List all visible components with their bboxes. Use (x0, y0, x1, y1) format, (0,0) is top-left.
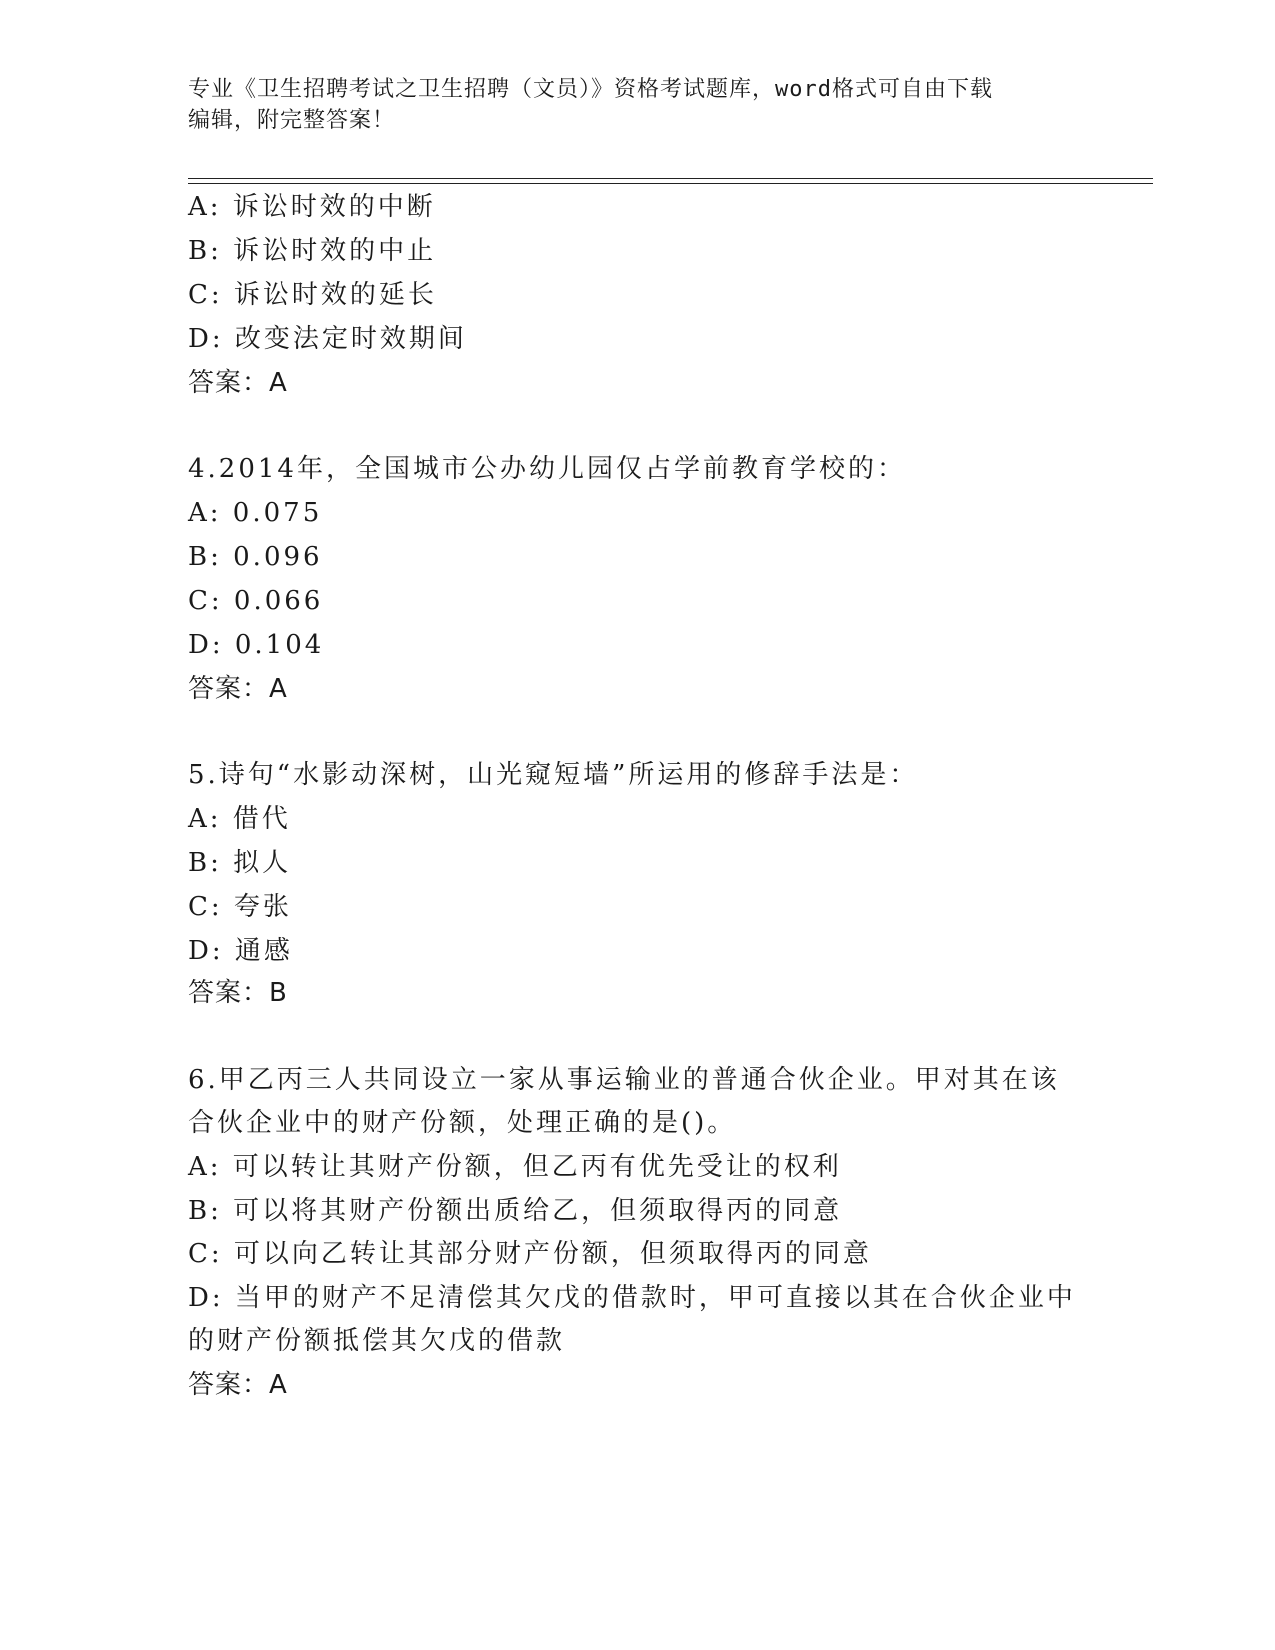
q3-answer: 答案：A (188, 368, 288, 398)
header-line-2: 编辑，附完整答案！ (188, 108, 396, 133)
header-divider (188, 178, 1153, 184)
q5-option-c: C: 夸张 (188, 892, 292, 922)
q6-question-line-2: 合伙企业中的财产份额，处理正确的是()。 (188, 1108, 737, 1138)
q4-option-b: B: 0.096 (188, 542, 323, 572)
q3-option-b: B: 诉讼时效的中止 (188, 236, 437, 266)
q5-option-a: A: 借代 (188, 804, 291, 834)
q4-question: 4.2014年，全国城市公办幼儿园仅占学前教育学校的： (188, 454, 906, 484)
q5-option-d: D: 通感 (188, 936, 293, 966)
q3-option-c: C: 诉讼时效的延长 (188, 280, 437, 310)
q6-option-b: B: 可以将其财产份额出质给乙，但须取得丙的同意 (188, 1196, 843, 1226)
q4-option-a: A: 0.075 (188, 498, 323, 528)
q6-option-c: C: 可以向乙转让其部分财产份额，但须取得丙的同意 (188, 1239, 872, 1269)
q4-answer: 答案：A (188, 674, 288, 704)
q4-option-c: C: 0.066 (188, 586, 324, 616)
header-line-1: 专业《卫生招聘考试之卫生招聘（文员）》资格考试题库，word格式可自由下载 (188, 77, 993, 102)
document-header (188, 74, 1088, 136)
q6-option-a: A: 可以转让其财产份额，但乙丙有优先受让的权利 (188, 1152, 842, 1182)
q3-option-d: D: 改变法定时效期间 (188, 324, 467, 354)
q5-answer: 答案：B (188, 978, 288, 1008)
q3-option-a: A: 诉讼时效的中断 (188, 192, 436, 222)
q6-question-line-1: 6.甲乙丙三人共同设立一家从事运输业的普通合伙企业。甲对其在该 (188, 1065, 1060, 1095)
q4-option-d: D: 0.104 (188, 630, 325, 660)
q5-option-b: B: 拟人 (188, 848, 292, 878)
q6-option-d-line-1: D: 当甲的财产不足清偿其欠戊的借款时，甲可直接以其在合伙企业中 (188, 1283, 1076, 1313)
q6-answer: 答案：A (188, 1370, 288, 1400)
q5-question: 5.诗句“水影动深树，山光窥短墙”所运用的修辞手法是： (188, 760, 919, 790)
q6-option-d-line-2: 的财产份额抵偿其欠戊的借款 (188, 1326, 566, 1356)
